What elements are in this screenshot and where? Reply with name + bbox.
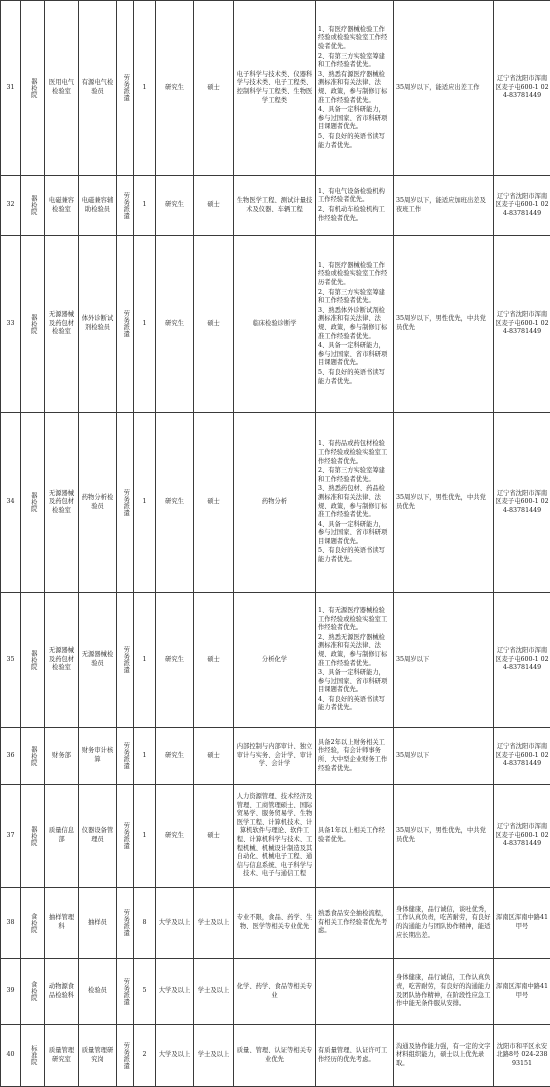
employment-method-cell: 劳务派遣 xyxy=(117,176,134,236)
department-cell: 医用电气检验室 xyxy=(45,1,79,176)
degree-cell: 硕士 xyxy=(194,176,234,236)
unit-name-cell: 器检院 xyxy=(21,728,45,785)
address-phone-cell: 辽宁省沈阳市浑南区麦子屯600-1 024-83781449 xyxy=(494,785,550,888)
headcount-cell: 1 xyxy=(134,176,156,236)
unit-name-cell: 食检院 xyxy=(21,888,45,959)
degree-cell: 学士及以上 xyxy=(194,888,234,959)
condition-item: 5、有良好的英语书读写能力者优先。 xyxy=(318,369,391,386)
unit-name-cell: 器检院 xyxy=(21,413,45,593)
unit-name-cell: 器检院 xyxy=(21,785,45,888)
employment-method-cell: 劳务派遣 xyxy=(117,1,134,176)
table-row xyxy=(1,959,550,1025)
condition-item: 熟悉食品安全抽检流程，有相关工作经验者优先考虑。 xyxy=(318,910,391,936)
education-cell: 大学及以上 xyxy=(156,888,194,959)
address-phone-cell: 辽宁省沈阳市浑南区麦子屯600-1 024-83781449 xyxy=(494,1,550,176)
employment-method-cell: 劳务派遣 xyxy=(117,888,134,959)
education-cell: 研究生 xyxy=(156,236,194,413)
degree-cell: 硕士 xyxy=(194,785,234,888)
education-cell: 大学及以上 xyxy=(156,1025,194,1087)
department-cell: 无源器械及药包材检验室 xyxy=(45,593,79,728)
degree-cell: 硕士 xyxy=(194,236,234,413)
condition-item: 4、具备一定科研能力，参与过国家、省市科研项目课题者优先。 xyxy=(318,342,391,368)
department-cell: 动物源食品检验科 xyxy=(45,959,79,1025)
condition-item: 1、有电气设备检验机构工作经验者优先。 xyxy=(318,188,391,205)
employment-method-cell: 劳务派遣 xyxy=(117,593,134,728)
other-requirements-cell: 35周岁以下，男性优先，中共党员优先 xyxy=(394,785,494,888)
headcount-cell: 1 xyxy=(134,236,156,413)
row-number-cell: 37 xyxy=(1,785,21,888)
department-cell: 质量管理研究室 xyxy=(45,1025,79,1087)
other-requirements-cell: 35周岁以下，能适应出差工作 xyxy=(394,1,494,176)
conditions-cell xyxy=(316,593,394,728)
address-phone-cell: 辽宁省沈阳市浑南区麦子屯600-1 024-83781449 xyxy=(494,176,550,236)
major-cell: 电子科学与技术类、仪器科学与技术类、电子工程类、控制科学与工程类、生物医学工程类 xyxy=(234,1,316,176)
condition-item: 3、熟悉体外诊断试剂检测标准和有关法律、法规、政策，参与制修订标准工作经验者优先。 xyxy=(318,307,391,341)
condition-item: 2、有机动车检验机构工作经验者优先。 xyxy=(318,206,391,223)
major-cell: 内部控制与内部审计、独立审计与实务、会计学、审计学、会计学 xyxy=(234,728,316,785)
headcount-cell: 8 xyxy=(134,888,156,959)
address-phone-cell: 辽宁省沈阳市浑南区麦子屯600-1 024-83781449 xyxy=(494,593,550,728)
education-cell: 大学及以上 xyxy=(156,959,194,1025)
table-row xyxy=(1,888,550,959)
row-number-cell: 36 xyxy=(1,728,21,785)
position-cell: 无源器械检验员 xyxy=(79,593,117,728)
headcount-cell: 1 xyxy=(134,1,156,176)
table-row xyxy=(1,593,550,728)
row-number-cell: 33 xyxy=(1,236,21,413)
employment-method-cell: 劳务派遣 xyxy=(117,413,134,593)
row-number-cell: 38 xyxy=(1,888,21,959)
condition-item: 3、熟悉有源医疗器械检测标准和有关法律、法规、政策，参与制修订标准工作经验者优先。 xyxy=(318,71,391,105)
degree-cell: 学士及以上 xyxy=(194,959,234,1025)
degree-cell: 学士及以上 xyxy=(194,1025,234,1087)
other-requirements-cell: 35周岁以下，男性优先，中共党员优先 xyxy=(394,236,494,413)
row-number-cell: 40 xyxy=(1,1025,21,1087)
major-cell: 人力资源管理、技术经济及管理、工商管理硕士、国际贸易学、服务贸易学、生物医学工程、计算机技术、计算机软件与理论、软件工程、计算机科学与技术、工程机械、机械设计制造及其自动化、机械电子工程、通信与信息系统、电子科学与技术、电子与通信工程 xyxy=(234,785,316,888)
education-cell: 研究生 xyxy=(156,593,194,728)
position-cell: 质量管理研究岗 xyxy=(79,1025,117,1087)
education-cell: 研究生 xyxy=(156,413,194,593)
table-row xyxy=(1,176,550,236)
conditions-cell xyxy=(316,888,394,959)
conditions-cell xyxy=(316,176,394,236)
other-requirements-cell: 沟通及协作能力强，有一定的文字材料组织能力，硕士以上优先录取。 xyxy=(394,1025,494,1087)
headcount-cell: 5 xyxy=(134,959,156,1025)
conditions-cell xyxy=(316,1025,394,1087)
conditions-cell xyxy=(316,236,394,413)
table-row xyxy=(1,728,550,785)
conditions-cell xyxy=(316,413,394,593)
position-cell: 药物分析检验员 xyxy=(79,413,117,593)
unit-name-cell: 器检院 xyxy=(21,1,45,176)
row-number-cell: 32 xyxy=(1,176,21,236)
headcount-cell: 1 xyxy=(134,593,156,728)
table-row xyxy=(1,413,550,593)
address-phone-cell: 辽宁省沈阳市浑南区麦子屯600-1 024-83781449 xyxy=(494,728,550,785)
condition-item: 1、有无源医疗器械检验工作经验或检验实验室工作经验者优先。 xyxy=(318,607,391,633)
table-row xyxy=(1,1,550,176)
condition-item: 2、有第三方实验室筹建和工作经验者优先。 xyxy=(318,53,391,70)
degree-cell: 硕士 xyxy=(194,413,234,593)
position-cell: 抽样员 xyxy=(79,888,117,959)
condition-item: 2、有第三方实验室筹建和工作经验者优先。 xyxy=(318,467,391,484)
major-cell: 临床检验诊断学 xyxy=(234,236,316,413)
employment-method-cell: 劳务派遣 xyxy=(117,236,134,413)
department-cell: 电磁兼容检验室 xyxy=(45,176,79,236)
position-cell: 检验员 xyxy=(79,959,117,1025)
conditions-cell xyxy=(316,959,394,1025)
table-row xyxy=(1,236,550,413)
condition-item: 4、具备一定科研能力，参与过国家、省市科研项目课题者优先。 xyxy=(318,521,391,547)
conditions-cell xyxy=(316,1,394,176)
position-cell: 电磁兼容辅助检验员 xyxy=(79,176,117,236)
unit-name-cell: 标准院 xyxy=(21,1025,45,1087)
major-cell: 药物分析 xyxy=(234,413,316,593)
department-cell: 无源器械及药包材检验室 xyxy=(45,236,79,413)
other-requirements-cell: 35周岁以下 xyxy=(394,728,494,785)
major-cell: 分析化学 xyxy=(234,593,316,728)
major-cell: 化学、药学、食品等相关专业 xyxy=(234,959,316,1025)
education-cell: 研究生 xyxy=(156,176,194,236)
condition-item: 2、熟悉无源医疗器械检测标准和有关法律、法规、政策，参与制修订标准工作经验者优先。 xyxy=(318,634,391,668)
condition-item: 2、有第三方实验室筹建和工作经验者优先。 xyxy=(318,289,391,306)
condition-item: 3、具备一定科研能力，参与过国家、省市科研项目课题者优先。 xyxy=(318,669,391,695)
education-cell: 研究生 xyxy=(156,728,194,785)
headcount-cell: 1 xyxy=(134,785,156,888)
headcount-cell: 1 xyxy=(134,728,156,785)
conditions-cell xyxy=(316,728,394,785)
position-cell: 财务审计核算 xyxy=(79,728,117,785)
row-number-cell: 39 xyxy=(1,959,21,1025)
unit-name-cell: 器检院 xyxy=(21,593,45,728)
degree-cell: 硕士 xyxy=(194,1,234,176)
conditions-cell xyxy=(316,785,394,888)
address-phone-cell: 沈阳市和平区永安北路8号 024-23893151 xyxy=(494,1025,550,1087)
condition-item: 具备1年以上相关工作经验者优先。 xyxy=(318,827,391,844)
education-cell: 研究生 xyxy=(156,785,194,888)
department-cell: 抽样管理科 xyxy=(45,888,79,959)
other-requirements-cell: 身体健康，品行诚信，谈吐优秀，工作认真负责，吃苦耐劳，有良好的沟通能力与团队协作精神，能适应长期出差。 xyxy=(394,888,494,959)
degree-cell: 硕士 xyxy=(194,728,234,785)
employment-method-cell: 劳务派遣 xyxy=(117,1025,134,1087)
condition-item: 具备2年以上财务相关工作经验，有会计师事务所、大中型企业财务工作经验者优先。 xyxy=(318,739,391,773)
department-cell: 无源器械及药包材检验室 xyxy=(45,413,79,593)
condition-item: 1、有药品或药包材检验工作经验或检验实验室工作经验者优先。 xyxy=(318,440,391,466)
condition-item: 1、有医疗器械检验工作经验或检验实验室工作经历者优先。 xyxy=(318,262,391,288)
condition-item: 1、有医疗器械检验工作经验或检验实验室工作经验者优先。 xyxy=(318,26,391,52)
table-row xyxy=(1,785,550,888)
table-body xyxy=(1,1,550,1087)
address-phone-cell: 浑南区浑南中路41甲号 xyxy=(494,888,550,959)
department-cell: 质量信息部 xyxy=(45,785,79,888)
employment-method-cell: 劳务派遣 xyxy=(117,785,134,888)
row-number-cell: 34 xyxy=(1,413,21,593)
employment-method-cell: 劳务派遣 xyxy=(117,959,134,1025)
position-cell: 仪器设备管理员 xyxy=(79,785,117,888)
other-requirements-cell: 35周岁以下 xyxy=(394,593,494,728)
unit-name-cell: 器检院 xyxy=(21,236,45,413)
position-cell: 有源电气检验员 xyxy=(79,1,117,176)
condition-item: 3、熟悉药包材、药品检测标准和有关法律、法规、政策，参与制修订标准工作经验者优先。 xyxy=(318,485,391,519)
other-requirements-cell: 身体健康，品行诚信，工作认真负责，吃苦耐劳，有良好的沟通能力及团队协作精神，在阶段性应急工作中能无条件服从安排。 xyxy=(394,959,494,1025)
headcount-cell: 2 xyxy=(134,1025,156,1087)
condition-item: 5、有良好的英语书读写能力者优先。 xyxy=(318,133,391,150)
major-cell: 专业不限，食品、药学、生物、医学等相关专业优先 xyxy=(234,888,316,959)
department-cell: 财务部 xyxy=(45,728,79,785)
major-cell: 质量、管理、认证等相关专业优先 xyxy=(234,1025,316,1087)
condition-item: 5、有良好的英语书读写能力者优先。 xyxy=(318,547,391,564)
headcount-cell: 1 xyxy=(134,413,156,593)
condition-item: 有质量管理、认证许可工作经历的优先考虑。 xyxy=(318,1047,391,1064)
education-cell: 研究生 xyxy=(156,1,194,176)
row-number-cell: 31 xyxy=(1,1,21,176)
table-row xyxy=(1,1025,550,1087)
condition-item: 4、具备一定科研能力，参与过国家、省市科研项目课题者优先。 xyxy=(318,106,391,132)
other-requirements-cell: 35周岁以下，男性优先，中共党员优先 xyxy=(394,413,494,593)
degree-cell: 硕士 xyxy=(194,593,234,728)
address-phone-cell: 浑南区浑南中路41甲号 xyxy=(494,959,550,1025)
position-cell: 体外诊断试剂检验员 xyxy=(79,236,117,413)
employment-method-cell: 劳务派遣 xyxy=(117,728,134,785)
major-cell: 生物医学工程、测试计量技术及仪器、车辆工程 xyxy=(234,176,316,236)
other-requirements-cell: 35周岁以下，能适应加班出差及夜班工作 xyxy=(394,176,494,236)
address-phone-cell: 辽宁省沈阳市浑南区麦子屯600-1 024-83781449 xyxy=(494,236,550,413)
address-phone-cell: 辽宁省沈阳市浑南区麦子屯600-1 024-83781449 xyxy=(494,413,550,593)
unit-name-cell: 食检院 xyxy=(21,959,45,1025)
row-number-cell: 35 xyxy=(1,593,21,728)
unit-name-cell: 器检院 xyxy=(21,176,45,236)
condition-item: 4、有良好的英语书读写能力者优先。 xyxy=(318,696,391,713)
